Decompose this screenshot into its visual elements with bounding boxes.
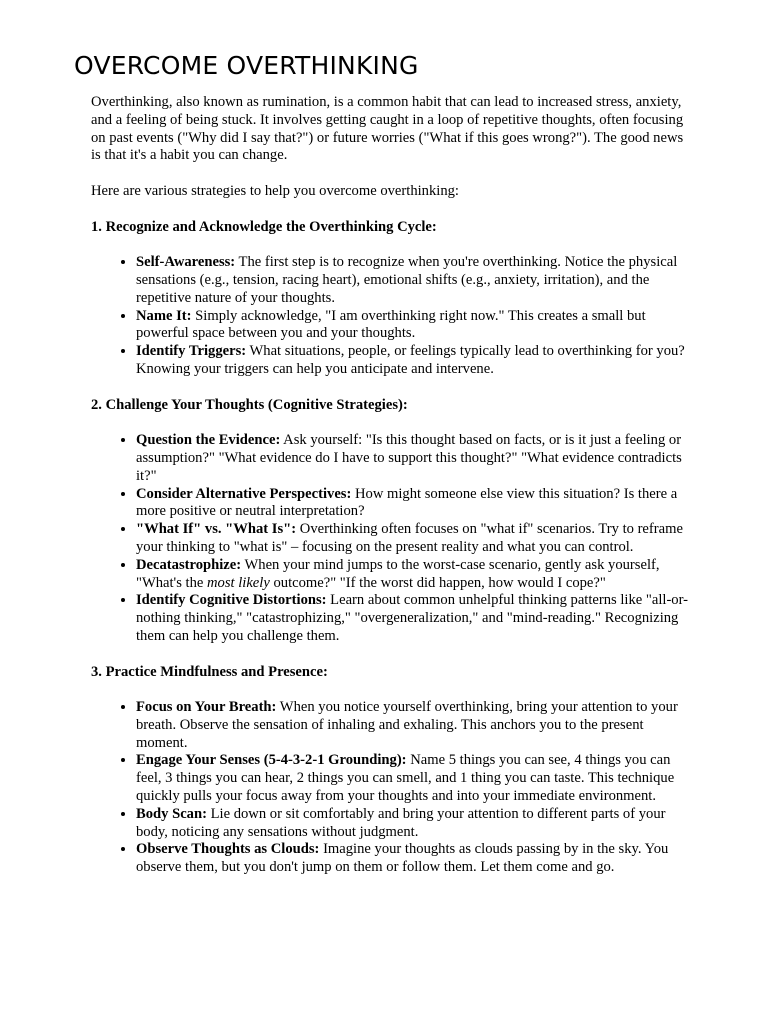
intro-paragraph: Overthinking, also known as rumination, is a common habit that can lead to increased stress, anxiety, and a feeling of being stuck. It involves getting caught in a loop of repetitive thoughts, often focusing on past events ("Why did I say that?") or future worries ("What if this goes wrong?"). The good news is that it's a habit you can change. <box>91 94 684 164</box>
list-item-text: Imagine your thoughts as clouds passing by in the sky. You observe them, but you don't jump on them or follow them. Let them come and go. <box>136 841 669 876</box>
list-item <box>136 841 691 877</box>
lead-paragraph: Here are various strategies to help you overcome overthinking: <box>91 182 459 199</box>
list-item-text: Overthinking often focuses on "what if" scenarios. Try to reframe your thinking to "what is" – focusing on the present reality and what you can control. <box>136 521 683 555</box>
list-item-text: How might someone else view this situation? Is there a more positive or neutral interpretation? <box>136 485 678 520</box>
list-item <box>136 343 691 379</box>
list-item-term: Engage Your Senses (5-4-3-2-1 Grounding): <box>136 752 407 769</box>
list-item <box>136 486 691 522</box>
list-item-term: "What If" vs. "What Is": <box>136 521 297 538</box>
list-item-term: Observe Thoughts as Clouds: <box>136 841 320 858</box>
list-item-text: Name 5 things you can see, 4 things you can feel, 3 things you can hear, 2 things you can smell, and 1 thing you can taste. This technique quickly pulls your focus away from your thoughts and into your immediate environment. <box>136 752 675 805</box>
list-item-term: Identify Triggers: <box>136 343 247 360</box>
list-item <box>136 806 691 842</box>
list-item <box>136 752 691 805</box>
section-heading-challenge: 2. Challenge Your Thoughts (Cognitive Strategies): <box>91 396 408 413</box>
list-item <box>136 254 691 307</box>
section-list-mindfulness <box>91 699 691 877</box>
list-item-text: When you notice yourself overthinking, bring your attention to your breath. Observe the sensation of inhaling and exhaling. This anchors you to the present moment. <box>136 699 678 751</box>
section-heading-recognize: 1. Recognize and Acknowledge the Overthinking Cycle: <box>91 218 437 235</box>
document-body <box>91 94 691 895</box>
list-item-term: Body Scan: <box>136 805 207 822</box>
list-item-text: Lie down or sit comfortably and bring your attention to different parts of your body, noticing any sensations without judgment. <box>136 805 666 840</box>
list-item-term: Question the Evidence: <box>136 432 281 449</box>
list-item-text: What situations, people, or feelings typically lead to overthinking for you? Knowing your triggers can help you anticipate and intervene. <box>136 343 685 377</box>
list-item <box>136 592 691 645</box>
list-item-text: Simply acknowledge, "I am overthinking right now." This creates a small but powerful space between you and your thoughts. <box>136 307 646 342</box>
list-item <box>136 432 691 485</box>
list-item-term: Consider Alternative Perspectives: <box>136 485 352 502</box>
list-item <box>136 521 691 557</box>
list-item-text: When your mind jumps to the worst-case scenario, gently ask yourself, "What's the <box>136 556 660 591</box>
section-list-recognize <box>91 254 691 379</box>
list-item-text: Ask yourself: "Is this thought based on facts, or is it just a feeling or assumption?" "What evidence do I have to support this thought?" "What evidence contradicts it?" <box>136 432 682 484</box>
list-item-text: The first step is to recognize when you're overthinking. Notice the physical sensations (e.g., tension, racing heart), emotional shifts (e.g., anxiety, irritation), and the repetitive nature of your thoughts. <box>136 254 678 306</box>
section-heading-mindfulness: 3. Practice Mindfulness and Presence: <box>91 663 328 680</box>
list-item-term: Decatastrophize: <box>136 556 242 573</box>
list-item-text: outcome?" "If the worst did happen, how would I cope?" <box>269 574 606 591</box>
list-item-term: Identify Cognitive Distortions: <box>136 592 327 609</box>
list-item <box>136 308 691 344</box>
list-item <box>136 699 691 752</box>
list-item-emphasis: most likely <box>207 574 270 591</box>
list-item-term: Self-Awareness: <box>136 254 236 271</box>
list-item-term: Name It: <box>136 307 192 324</box>
section-list-challenge <box>91 432 691 646</box>
page-title: OVERCOME OVERTHINKING <box>74 51 419 80</box>
list-item-text: Learn about common unhelpful thinking patterns like "all-or-nothing thinking," "catastrophizing," "overgeneralization," and "mind-reading." Recognizing them can help you challenge them. <box>136 592 689 644</box>
list-item <box>136 557 691 593</box>
list-item-term: Focus on Your Breath: <box>136 699 277 716</box>
